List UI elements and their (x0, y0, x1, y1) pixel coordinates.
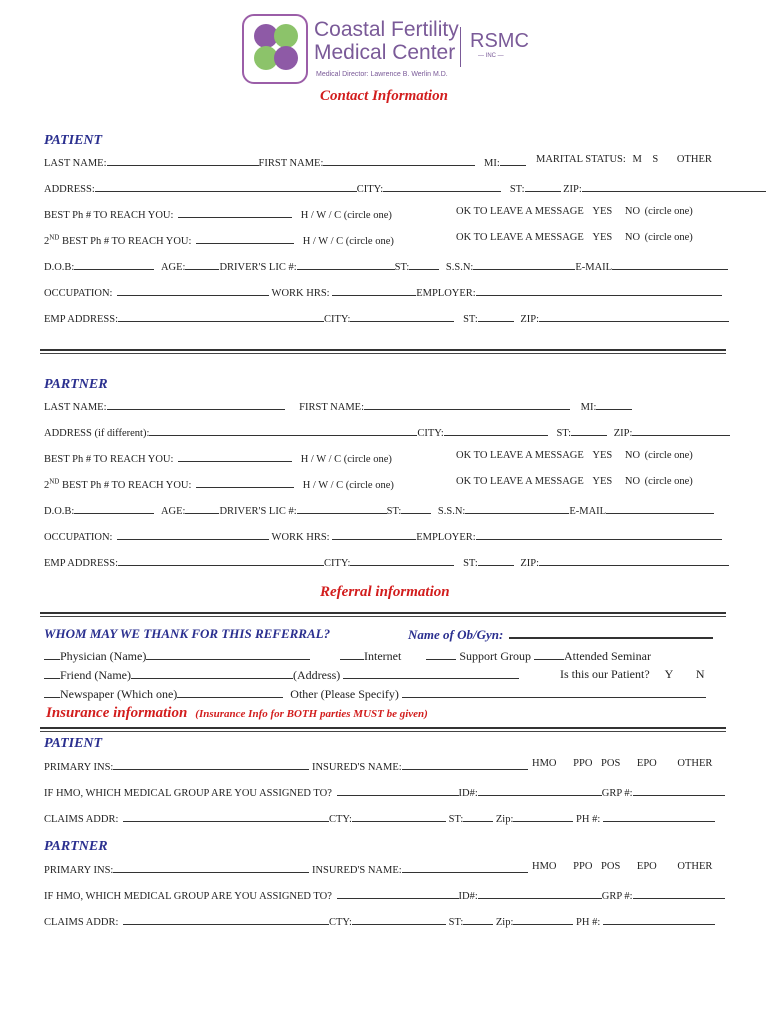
obgyn-label: Name of Ob/Gyn: (408, 627, 504, 642)
partner-second-phone-field[interactable] (196, 476, 294, 488)
section-divider-2 (40, 353, 726, 354)
phone-type-hwc-2[interactable]: H / W / C (circle one) (302, 236, 394, 247)
internet-check[interactable] (340, 648, 364, 660)
partner-primary-ins-label: PRIMARY INS: (44, 865, 114, 876)
patient-row-name (44, 154, 526, 169)
partner-plan-ppo[interactable]: PPO (573, 861, 593, 872)
claims-cty-label: CTY: (329, 814, 352, 825)
partner-claims-field[interactable] (123, 913, 329, 925)
dl-st-field[interactable] (409, 258, 439, 270)
partner-dob-field[interactable] (74, 502, 154, 514)
partner-email-label: E-MAIL (569, 506, 607, 517)
claims-ph-field[interactable] (603, 810, 715, 822)
claims-ph-label: PH #: (576, 814, 601, 825)
partner-emp-zip-field[interactable] (539, 554, 729, 566)
logo-rsmc: RSMC (470, 30, 529, 52)
plan-pos[interactable]: POS (601, 758, 621, 769)
emp-city-field[interactable] (350, 310, 454, 322)
insurance-title-row (46, 704, 428, 722)
zip-label: ZIP: (563, 184, 582, 195)
work-hrs-field[interactable] (332, 284, 416, 296)
partner-address-field[interactable] (149, 424, 417, 436)
partner-ok-msg-no[interactable]: NO (624, 450, 641, 461)
partner-ok-msg-label-2: OK TO LEAVE A MESSAGE (456, 476, 584, 487)
partner-first-name-label: FIRST NAME: (299, 402, 365, 413)
referral-row-1b (340, 648, 651, 664)
marital-label: MARITAL STATUS: (536, 154, 626, 165)
ins-patient-row-3 (44, 810, 715, 825)
work-hrs-label: WORK HRS: (271, 288, 330, 299)
partner-insured-name-field[interactable] (402, 861, 528, 873)
emp-zip-field[interactable] (539, 310, 729, 322)
city-field[interactable] (383, 180, 501, 192)
best-phone-label: BEST Ph # TO REACH YOU: (44, 210, 174, 221)
patient-row-emp-address (44, 310, 729, 325)
partner-occupation-label: OCCUPATION: (44, 532, 113, 543)
first-name-label: FIRST NAME: (258, 158, 324, 169)
partner-emp-city-field[interactable] (350, 554, 454, 566)
partner-mi-label: MI: (580, 402, 597, 413)
ins-partner-row-3 (44, 913, 715, 928)
emp-st-label: ST: (463, 314, 478, 325)
city-label: CITY: (356, 184, 384, 195)
other-field[interactable] (402, 686, 706, 698)
referral-row-1 (44, 648, 310, 664)
logo-divider (460, 27, 461, 67)
emp-city-label: CITY: (324, 314, 351, 325)
occupation-field[interactable] (117, 284, 269, 296)
plan-type-row (532, 758, 712, 769)
partner-dl-st-field[interactable] (401, 502, 431, 514)
other-label: Other (Please Specify) (290, 687, 399, 701)
obgyn-field[interactable] (509, 626, 713, 639)
friend-label: Friend (Name) (60, 668, 131, 682)
partner-work-hrs-field[interactable] (332, 528, 416, 540)
partner-grp-field[interactable] (633, 887, 725, 899)
id-label: ID#: (458, 788, 478, 799)
partner-emp-address-label: EMP ADDRESS: (44, 558, 119, 569)
partner-claims-cty-label: CTY: (329, 917, 352, 928)
second-num: 2 (44, 236, 50, 247)
employer-field[interactable] (476, 284, 722, 296)
ins-partner-row-2 (44, 887, 725, 902)
partner-claims-zip-field[interactable] (513, 913, 573, 925)
ins-patient-row-2 (44, 784, 725, 799)
marital-m[interactable]: M (632, 154, 642, 165)
partner-plan-other[interactable]: OTHER (677, 861, 713, 872)
support-label: Support Group (459, 649, 531, 663)
plan-other[interactable]: OTHER (677, 758, 713, 769)
is-patient-yes[interactable]: Y (664, 667, 673, 681)
partner-city-label: CITY: (417, 428, 444, 439)
partner-age-field[interactable] (185, 502, 219, 514)
insurance-note: (Insurance Info for BOTH parties MUST be given) (195, 708, 428, 720)
partner-last-name-label: LAST NAME: (44, 402, 107, 413)
partner-claims-st-field[interactable] (463, 913, 493, 925)
ok-msg-no[interactable]: NO (624, 206, 641, 217)
ins-partner-row-1 (44, 861, 528, 876)
insurance-title: Insurance information (46, 705, 188, 721)
emp-address-field[interactable] (118, 310, 324, 322)
ssn-field[interactable] (473, 258, 575, 270)
partner-heading: PARTNER (44, 377, 108, 392)
partner-grp-label: GRP #: (601, 891, 633, 902)
partner-id-label: ID#: (458, 891, 478, 902)
dob-field[interactable] (74, 258, 154, 270)
partner-st-field[interactable] (571, 424, 607, 436)
partner-dl-label: DRIVER'S LIC #: (219, 506, 297, 517)
partner-ok-msg-no-2[interactable]: NO (624, 476, 641, 487)
partner-zip-field[interactable] (632, 424, 730, 436)
partner-dl-field[interactable] (297, 502, 387, 514)
email-field[interactable] (612, 258, 728, 270)
patient-heading: PATIENT (44, 133, 103, 148)
best-phone-field[interactable] (178, 206, 292, 218)
patient-ok-msg-2 (456, 232, 693, 243)
friend-address-field[interactable] (343, 667, 519, 679)
ok-msg-yes-2[interactable]: YES (592, 232, 613, 243)
is-patient-row (560, 667, 705, 682)
logo-line1: Coastal Fertility (314, 18, 459, 41)
partner-emp-st-field[interactable] (478, 554, 514, 566)
partner-occupation-field[interactable] (117, 528, 269, 540)
seminar-label: Attended Seminar (563, 649, 651, 663)
partner-zip-label: ZIP: (613, 428, 633, 439)
friend-field[interactable] (131, 667, 293, 679)
ok-msg-label-2: OK TO LEAVE A MESSAGE (456, 232, 584, 243)
partner-second-sup: ND (49, 477, 60, 486)
partner-insured-name-label: INSURED'S NAME: (311, 865, 402, 876)
page-title: Contact Information (320, 88, 448, 104)
logo-leaf-green-1 (274, 24, 298, 48)
st-label: ST: (509, 184, 525, 195)
emp-zip-label: ZIP: (520, 314, 540, 325)
ins-patient-row-1 (44, 758, 528, 773)
last-name-field[interactable] (107, 154, 259, 166)
partner-row-occupation (44, 528, 722, 543)
claims-zip-label: Zip: (495, 814, 514, 825)
physician-check[interactable] (44, 648, 60, 660)
logo-line2: Medical Center (314, 41, 456, 64)
partner-claims-zip-label: Zip: (495, 917, 514, 928)
emp-address-label: EMP ADDRESS: (44, 314, 119, 325)
grp-label: GRP #: (601, 788, 633, 799)
partner-primary-ins-field[interactable] (113, 861, 309, 873)
claims-st-label: ST: (448, 814, 464, 825)
referral-question: WHOM MAY WE THANK FOR THIS REFERRAL? (44, 626, 331, 641)
partner-employer-label: EMPLOYER: (416, 532, 476, 543)
insurance-patient-heading: PATIENT (44, 736, 103, 751)
occupation-label: OCCUPATION: (44, 288, 113, 299)
marital-other[interactable]: OTHER (676, 154, 712, 165)
partner-claims-ph-label: PH #: (576, 917, 601, 928)
second-sup: ND (49, 233, 60, 242)
second-phone-field[interactable] (196, 232, 294, 244)
partner-row-ids (44, 502, 714, 517)
zip-field[interactable] (582, 180, 766, 192)
address-label: ADDRESS: (44, 184, 95, 195)
insured-name-field[interactable] (402, 758, 528, 770)
partner-ok-msg-yes[interactable]: YES (592, 450, 613, 461)
grp-field[interactable] (633, 784, 725, 796)
partner-emp-zip-label: ZIP: (520, 558, 540, 569)
seminar-check[interactable] (534, 648, 564, 660)
partner-email-field[interactable] (606, 502, 714, 514)
ssn-label: S.S.N: (445, 262, 474, 273)
partner-plan-epo[interactable]: EPO (636, 861, 657, 872)
patient-row-occupation (44, 284, 722, 299)
marital-s[interactable]: S (652, 154, 659, 165)
partner-dob-label: D.O.B: (44, 506, 75, 517)
friend-address-label: (Address) (292, 668, 341, 682)
partner-ssn-field[interactable] (465, 502, 569, 514)
logo-subtitle: Medical Director: Lawrence B. Werlin M.D. (316, 71, 448, 78)
age-label: AGE: (160, 262, 186, 273)
employer-label: EMPLOYER: (416, 288, 476, 299)
partner-phone-type[interactable]: H / W / C (circle one) (300, 454, 392, 465)
section-divider (40, 349, 726, 351)
partner-dl-st-label: ST: (386, 506, 402, 517)
insured-name-label: INSURED'S NAME: (311, 762, 402, 773)
ok-msg-no-2[interactable]: NO (624, 232, 641, 243)
primary-ins-field[interactable] (113, 758, 309, 770)
partner-emp-address-field[interactable] (118, 554, 324, 566)
is-patient-no[interactable]: N (695, 667, 705, 681)
marital-status (536, 154, 712, 165)
patient-row-address (44, 180, 766, 195)
partner-plan-type-row (532, 861, 712, 872)
partner-best-phone-field[interactable] (178, 450, 292, 462)
partner-row-emp-address (44, 554, 729, 569)
plan-hmo[interactable]: HMO (532, 758, 557, 769)
last-name-label: LAST NAME: (44, 158, 107, 169)
partner-medical-group-label: IF HMO, WHICH MEDICAL GROUP ARE YOU ASSIGNED TO? (44, 891, 332, 902)
physician-field[interactable] (146, 648, 310, 660)
email-label: E-MAIL (575, 262, 613, 273)
partner-second-phone-label: BEST Ph # TO REACH YOU: (62, 480, 192, 491)
st-field[interactable] (525, 180, 561, 192)
newspaper-field[interactable] (177, 686, 283, 698)
patient-row-ids (44, 258, 728, 273)
physician-label: Physician (Name) (60, 649, 147, 663)
referral-row-3 (44, 686, 706, 702)
partner-emp-st-label: ST: (463, 558, 478, 569)
partner-claims-st-label: ST: (448, 917, 464, 928)
partner-st-label: ST: (556, 428, 572, 439)
partner-ok-msg-hint: (circle one) (644, 450, 693, 461)
internet-label: Internet (364, 649, 402, 663)
primary-ins-label: PRIMARY INS: (44, 762, 114, 773)
ok-msg-yes[interactable]: YES (592, 206, 613, 217)
logo-leaf-purple-2 (274, 46, 298, 70)
claims-cty-field[interactable] (352, 810, 446, 822)
patient-ok-msg-1 (456, 206, 693, 217)
partner-ssn-label: S.S.N: (437, 506, 466, 517)
insurance-divider-2 (40, 731, 726, 732)
ok-msg-hint-2: (circle one) (644, 232, 693, 243)
logo-frame (242, 14, 308, 84)
age-field[interactable] (185, 258, 219, 270)
partner-claims-label: CLAIMS ADDR: (44, 917, 119, 928)
partner-row-phone2 (44, 476, 394, 491)
patient-row-phone2 (44, 232, 394, 247)
partner-work-hrs-label: WORK HRS: (271, 532, 330, 543)
partner-best-phone-label: BEST Ph # TO REACH YOU: (44, 454, 174, 465)
insurance-partner-heading: PARTNER (44, 839, 108, 854)
ok-msg-label: OK TO LEAVE A MESSAGE (456, 206, 584, 217)
partner-ok-msg-2 (456, 476, 693, 487)
plan-epo[interactable]: EPO (636, 758, 657, 769)
medical-group-label: IF HMO, WHICH MEDICAL GROUP ARE YOU ASSIGNED TO? (44, 788, 332, 799)
claims-st-field[interactable] (463, 810, 493, 822)
ok-msg-hint: (circle one) (644, 206, 693, 217)
referral-row-2 (44, 667, 519, 683)
medical-group-field[interactable] (337, 784, 459, 796)
partner-age-label: AGE: (160, 506, 186, 517)
plan-ppo[interactable]: PPO (573, 758, 593, 769)
dl-st-label: ST: (394, 262, 410, 273)
id-field[interactable] (478, 784, 602, 796)
dob-label: D.O.B: (44, 262, 75, 273)
partner-second-num: 2 (44, 480, 50, 491)
newspaper-check[interactable] (44, 686, 60, 698)
referral-divider-2 (40, 616, 726, 617)
partner-ok-msg-yes-2[interactable]: YES (592, 476, 613, 487)
claims-field[interactable] (123, 810, 329, 822)
partner-city-field[interactable] (444, 424, 548, 436)
partner-row-name (44, 398, 632, 413)
dl-label: DRIVER'S LIC #: (219, 262, 297, 273)
partner-first-name-field[interactable] (364, 398, 570, 410)
partner-ok-msg-label: OK TO LEAVE A MESSAGE (456, 450, 584, 461)
mi-label: MI: (484, 158, 500, 169)
partner-medical-group-field[interactable] (337, 887, 459, 899)
partner-phone-type-2[interactable]: H / W / C (circle one) (302, 480, 394, 491)
partner-plan-pos[interactable]: POS (601, 861, 621, 872)
phone-type-hwc[interactable]: H / W / C (circle one) (300, 210, 392, 221)
claims-zip-field[interactable] (513, 810, 573, 822)
logo-rsmc-sub: — INC — (478, 53, 504, 59)
friend-check[interactable] (44, 667, 60, 679)
address-field[interactable] (95, 180, 357, 192)
obgyn-row (408, 626, 713, 643)
partner-employer-field[interactable] (476, 528, 722, 540)
partner-mi-field[interactable] (596, 398, 632, 410)
first-name-field[interactable] (323, 154, 475, 166)
referral-title: Referral information (320, 584, 450, 600)
mi-field[interactable] (500, 154, 526, 166)
newspaper-label: Newspaper (Which one) (60, 687, 178, 701)
partner-row-phone1 (44, 450, 392, 465)
patient-row-phone1 (44, 206, 392, 221)
partner-last-name-field[interactable] (107, 398, 285, 410)
dl-field[interactable] (297, 258, 395, 270)
partner-plan-hmo[interactable]: HMO (532, 861, 557, 872)
partner-id-field[interactable] (478, 887, 602, 899)
partner-ok-msg-1 (456, 450, 693, 461)
partner-row-address (44, 424, 730, 439)
claims-label: CLAIMS ADDR: (44, 814, 119, 825)
insurance-divider (40, 727, 726, 729)
partner-emp-city-label: CITY: (324, 558, 351, 569)
partner-ok-msg-hint-2: (circle one) (644, 476, 693, 487)
second-phone-label: BEST Ph # TO REACH YOU: (62, 236, 192, 247)
is-patient-label: Is this our Patient? (560, 667, 650, 681)
support-check[interactable] (426, 648, 456, 660)
partner-claims-ph-field[interactable] (603, 913, 715, 925)
emp-st-field[interactable] (478, 310, 514, 322)
partner-address-label: ADDRESS (if different): (44, 428, 150, 439)
referral-divider (40, 612, 726, 614)
partner-claims-cty-field[interactable] (352, 913, 446, 925)
